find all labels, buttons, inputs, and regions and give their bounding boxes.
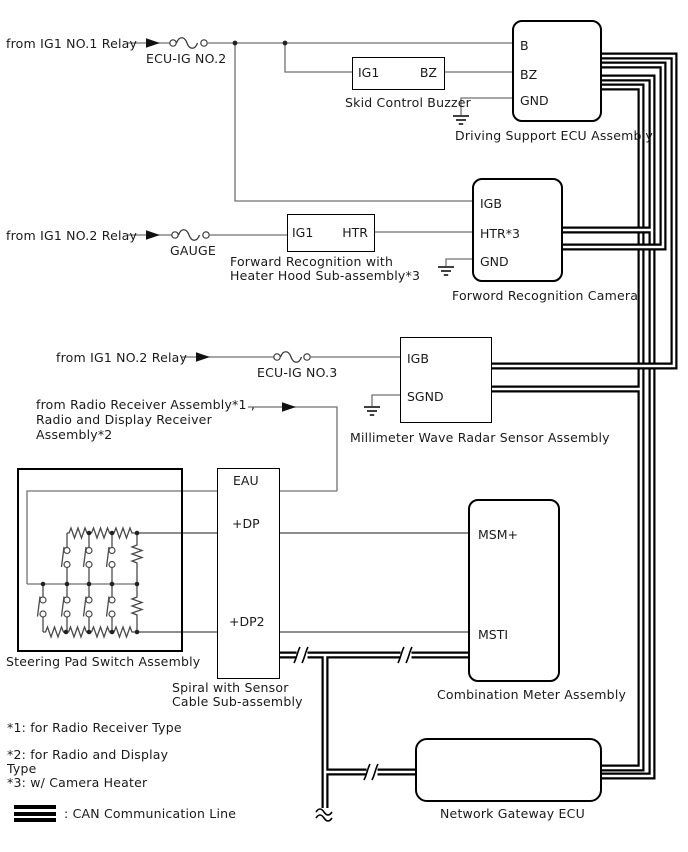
footnote-3: *3: w/ Camera Heater xyxy=(7,775,148,790)
pin-eau: EAU xyxy=(233,473,259,488)
pin-htr3: HTR*3 xyxy=(480,226,520,241)
pin-sgnd: SGND xyxy=(407,389,444,404)
forward-camera-box xyxy=(472,178,563,282)
can-line-legend-label: : CAN Communication Line xyxy=(64,806,237,821)
pin-igb: IGB xyxy=(480,196,502,211)
squiggle-icon xyxy=(316,809,332,821)
skid-control-buzzer-box xyxy=(352,57,445,90)
source-label-ig1-no2b: from IG1 NO.2 Relay xyxy=(56,350,188,365)
driving-support-ecu-box xyxy=(512,20,602,122)
radio-source-line2: Radio and Display Receiver xyxy=(36,412,212,427)
arrow-icon xyxy=(146,230,160,240)
network-gateway-label: Network Gateway ECU xyxy=(440,806,585,821)
fuse-label-ecu-ig-no2: ECU-IG NO.2 xyxy=(146,51,227,66)
heater-hood-label-1: Forward Recognition with xyxy=(230,254,394,269)
pin-msm: MSM+ xyxy=(478,527,518,542)
radio-source-line1: from Radio Receiver Assembly*1 , xyxy=(36,397,256,412)
steering-pad-switch-box xyxy=(17,468,183,652)
ground-icon xyxy=(438,267,454,275)
wire-break-icons xyxy=(294,647,412,821)
radar-sensor-box xyxy=(400,337,492,423)
footnote-1: *1: for Radio Receiver Type xyxy=(7,720,182,735)
source-label-ig1-no1: from IG1 NO.1 Relay xyxy=(6,36,138,51)
pin-ig1: IG1 xyxy=(358,65,380,80)
pin-gnd: GND xyxy=(480,254,509,269)
pin-bz: BZ xyxy=(419,65,437,80)
heater-hood-box xyxy=(287,214,375,252)
ground-icon xyxy=(364,407,380,415)
steering-pad-switch-label: Steering Pad Switch Assembly xyxy=(6,654,201,669)
pin-b: B xyxy=(520,38,529,53)
spiral-cable-box xyxy=(217,468,280,679)
combination-meter-box xyxy=(468,499,560,682)
spiral-cable-label-1: Spiral with Sensor xyxy=(172,680,289,695)
pin-dp: +DP xyxy=(232,516,260,531)
fuse-icons xyxy=(177,38,302,363)
footnote-2: *2: for Radio and Display xyxy=(7,747,169,762)
fuse-terminals xyxy=(170,40,310,360)
source-label-ig1-no2: from IG1 NO.2 Relay xyxy=(6,228,138,243)
pin-htr: HTR xyxy=(342,225,368,240)
pin-dp2: +DP2 xyxy=(229,614,265,629)
can-line-legend-icon xyxy=(14,805,56,823)
pin-gnd: GND xyxy=(520,93,549,108)
forward-camera-label: Forword Recognition Camera xyxy=(452,288,639,303)
footnote-2b: Type xyxy=(7,761,37,776)
combination-meter-label: Combination Meter Assembly xyxy=(437,687,627,702)
pin-igb: IGB xyxy=(407,351,429,366)
arrow-icon xyxy=(146,38,160,48)
pin-msti: MSTI xyxy=(478,627,509,642)
arrow-icon xyxy=(282,402,296,412)
network-gateway-box xyxy=(415,738,602,802)
fuse-label-ecu-ig-no3: ECU-IG NO.3 xyxy=(257,365,338,380)
ground-icon xyxy=(453,116,469,124)
pin-bz: BZ xyxy=(520,67,538,82)
spiral-cable-label-2: Cable Sub-assembly xyxy=(172,694,303,709)
driving-support-ecu-label: Driving Support ECU Assembly xyxy=(455,128,653,143)
fuse-label-gauge: GAUGE xyxy=(170,243,216,258)
pin-ig1: IG1 xyxy=(292,225,314,240)
radar-sensor-label: Millimeter Wave Radar Sensor Assembly xyxy=(350,430,610,445)
skid-control-buzzer-label: Skid Control Buzzer xyxy=(345,95,471,110)
fuse-icon xyxy=(177,38,198,49)
fuse-icon xyxy=(281,352,302,363)
fuse-icon xyxy=(179,230,200,241)
arrow-icon xyxy=(196,352,210,362)
heater-hood-label-2: Heater Hood Sub-assembly*3 xyxy=(230,268,421,283)
radio-source-line3: Assembly*2 xyxy=(36,427,113,442)
